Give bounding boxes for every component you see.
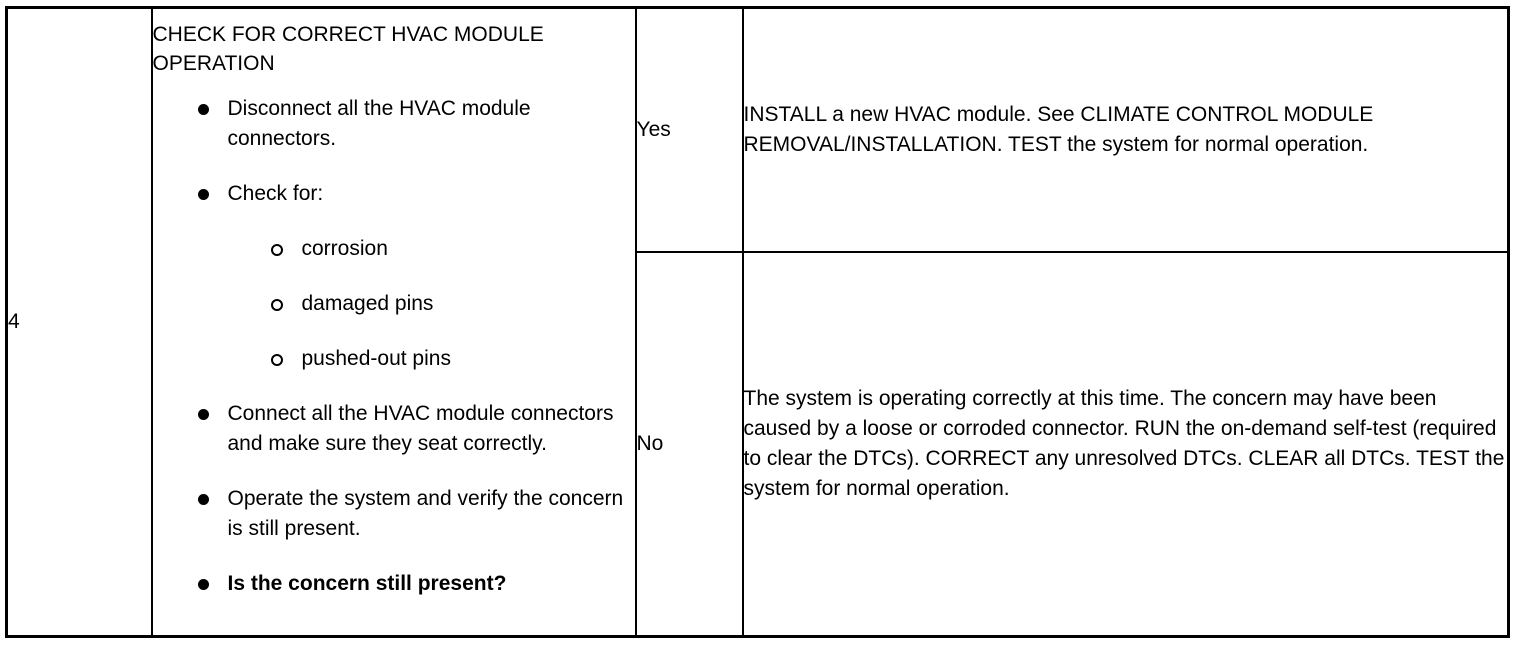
result-no-label: No <box>636 252 743 637</box>
subitem-text: corrosion <box>301 237 388 260</box>
circle-bullet-icon <box>271 354 283 366</box>
subitem-text: pushed-out pins <box>301 347 451 370</box>
result-no-action: The system is operating correctly at this time. The concern may have been caused by a loose or corroded connector. RUN the on-demand self-test (required to clear the DTCs). CORRECT any unresolved DTCs. CLEAR all DTCs. TEST the system for normal operation. <box>743 252 1509 637</box>
step-question: Is the concern still present? <box>227 572 507 595</box>
action-list <box>153 94 635 599</box>
action-text: Connect all the HVAC module connectors and make sure they seat correctly. <box>227 402 614 455</box>
step-heading: CHECK FOR CORRECT HVAC MODULE OPERATION <box>152 23 544 75</box>
action-text: Operate the system and verify the concern is still present. <box>227 487 624 540</box>
step-actions-cell <box>152 8 636 637</box>
check-sublist <box>228 234 635 374</box>
list-item <box>153 569 635 599</box>
subitem-text: damaged pins <box>301 292 434 315</box>
bullet-icon <box>198 409 209 420</box>
sub-list-item <box>228 289 635 319</box>
bullet-icon <box>198 579 209 590</box>
action-text: Check for: <box>227 182 324 205</box>
list-item <box>153 94 635 154</box>
list-item <box>153 484 635 544</box>
result-yes-action: INSTALL a new HVAC module. See CLIMATE CONTROL MODULE REMOVAL/INSTALLATION. TEST the system for normal operation. <box>743 8 1509 252</box>
bullet-icon <box>198 189 209 200</box>
circle-bullet-icon <box>271 244 283 256</box>
circle-bullet-icon <box>271 299 283 311</box>
bullet-icon <box>198 494 209 505</box>
sub-list-item <box>228 234 635 264</box>
result-yes-label: Yes <box>636 8 743 252</box>
diagnostic-step-table <box>5 6 1510 638</box>
bullet-icon <box>198 104 209 115</box>
list-item <box>153 399 635 459</box>
step-number: 4 <box>7 8 152 637</box>
table-row <box>7 8 1509 252</box>
action-text: Disconnect all the HVAC module connectors. <box>227 97 531 150</box>
sub-list-item <box>228 344 635 374</box>
list-item <box>153 179 635 374</box>
